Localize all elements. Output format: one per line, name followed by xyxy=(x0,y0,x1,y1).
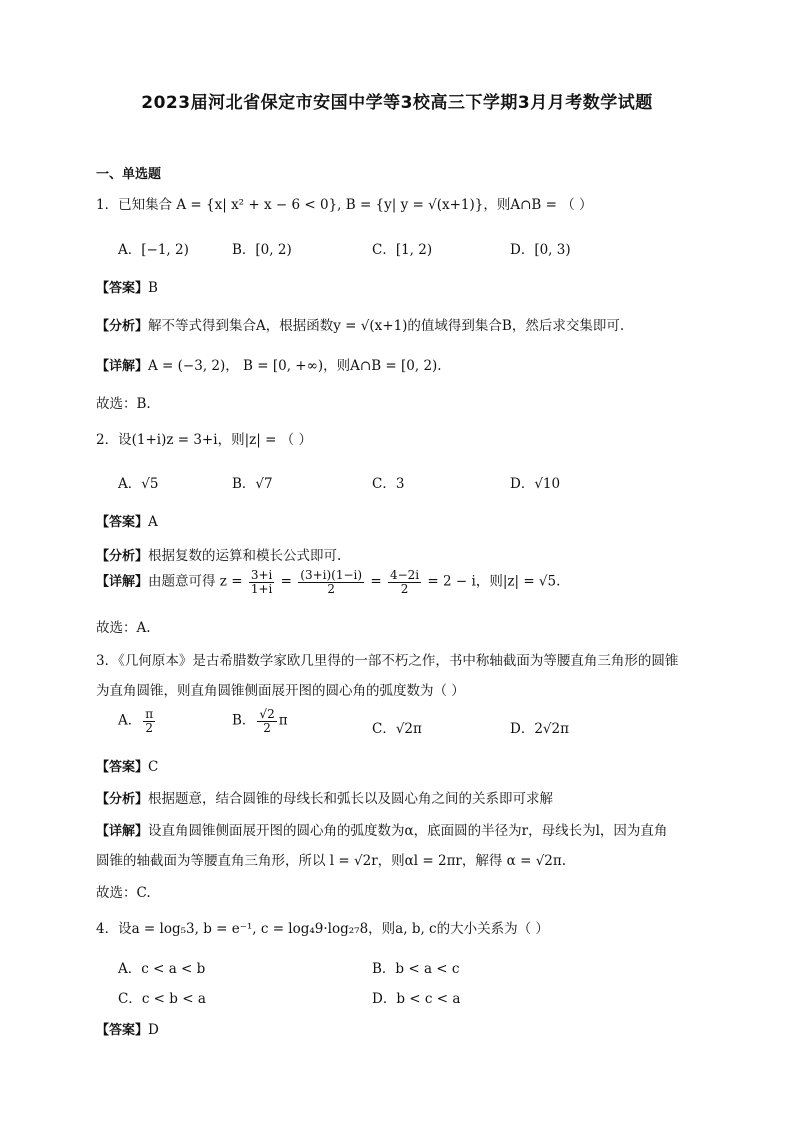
q3-option-c: C．√2π xyxy=(372,721,422,737)
q1-answer xyxy=(96,277,158,296)
analysis-text: 根据题意，结合圆锥的母线长和弧长以及圆心角之间的关系即可求解 xyxy=(148,791,554,807)
answer-tag: 【答案】 xyxy=(96,515,149,530)
option-a-den: 2 xyxy=(143,721,155,735)
page-title: 2023届河北省保定市安国中学等3校高三下学期3月月考数学试题 xyxy=(141,93,653,113)
q3-answer xyxy=(96,756,158,775)
answer-tag: 【答案】 xyxy=(96,1023,149,1038)
answer-value: B xyxy=(148,280,158,296)
fraction-2-num: (3+i)(1−i) xyxy=(300,568,363,582)
q4-answer xyxy=(96,1019,159,1038)
analysis-tag: 【分析】 xyxy=(96,792,149,807)
detail-tag: 【详解】 xyxy=(96,359,149,374)
option-b-num: √2 xyxy=(259,707,275,721)
detail-pre: 由题意可得 z = xyxy=(148,573,243,590)
option-b-fraction xyxy=(257,708,276,734)
fraction-2-den: 2 xyxy=(298,582,364,596)
section-heading: 一、单选题 xyxy=(96,167,162,182)
analysis-tag: 【分析】 xyxy=(96,549,149,564)
q4-option-d: D．b < c < a xyxy=(372,991,461,1007)
question-3-stem-line-1: 3．《几何原本》是古希腊数学家欧几里得的一部不朽之作，书中称轴截面为等腰直角三角形的圆锥 xyxy=(96,653,679,669)
fraction-3 xyxy=(388,569,421,595)
answer-tag: 【答案】 xyxy=(96,281,149,296)
q1-option-b: B．[0, 2) xyxy=(232,242,292,258)
q2-analysis xyxy=(96,544,341,564)
option-b-den: 2 xyxy=(257,721,276,735)
q2-option-c: C．3 xyxy=(372,476,405,492)
detail-tag: 【详解】 xyxy=(96,574,149,590)
fraction-2 xyxy=(298,569,364,595)
option-b-tail: π xyxy=(278,712,288,729)
detail-tag: 【详解】 xyxy=(96,824,149,839)
q3-detail-line-2: 圆锥的轴截面为等腰直角三角形，所以 l = √2r，则αl = 2πr，解得 α = √2π. xyxy=(96,853,567,869)
q1-option-c: C．[1, 2) xyxy=(372,242,433,258)
q2-option-b: B．√7 xyxy=(232,476,273,492)
question-4-stem: 4．设a = log₅3, b = e⁻¹, c = log₄9·log₂₇8，则a, b, c的大小关系为（ ） xyxy=(96,921,549,937)
option-label: B． xyxy=(232,712,256,729)
q3-option-b xyxy=(232,708,288,734)
question-3-stem-line-2: 为直角圆锥，则直角圆锥侧面展开图的圆心角的弧度数为（ ） xyxy=(96,683,465,699)
q2-answer xyxy=(96,511,158,530)
q1-analysis xyxy=(96,314,624,334)
option-a-fraction xyxy=(143,708,155,734)
q2-option-d: D．√10 xyxy=(510,476,561,492)
q3-option-a xyxy=(118,708,157,734)
fraction-1-den: 1+i xyxy=(250,581,273,596)
analysis-tag: 【分析】 xyxy=(96,319,149,334)
q4-option-c: C．c < b < a xyxy=(118,991,206,1007)
analysis-text: 根据复数的运算和模长公式即可. xyxy=(148,548,342,564)
q1-choice: 故选：B. xyxy=(96,396,151,412)
question-1-stem: 1．已知集合 A = {x| x² + x − 6 < 0}, B = {y| y = √(x+1)}，则A∩B = （ ） xyxy=(96,197,593,213)
q3-analysis xyxy=(96,787,553,807)
fraction-3-den: 2 xyxy=(388,582,421,596)
fraction-3-num: 4−2i xyxy=(389,568,420,582)
answer-value: C xyxy=(148,759,159,775)
fraction-1 xyxy=(249,569,275,595)
q2-detail: 【详解】由题意可得 z = $\frac{3+i}{1+i}$ = $\frac{(3+i)(1-i)}{2}$ = $\frac{4-2i}{2}$ = 2 − i，则|z| = √5. xyxy=(96,568,561,596)
q3-detail-line-1 xyxy=(96,819,667,839)
q1-option-d: D．[0, 3) xyxy=(510,242,571,258)
q1-option-a: A．[−1, 2) xyxy=(118,242,189,258)
q3-option-d: D．2√2π xyxy=(510,721,569,737)
fraction-1-num: 3+i xyxy=(250,568,273,582)
q2-choice: 故选：A. xyxy=(96,620,151,636)
detail-text: A = (−3, 2)， B = [0, +∞)，则A∩B = [0, 2). xyxy=(148,358,442,374)
q3-choice: 故选：C. xyxy=(96,885,151,901)
q2-option-a: A．√5 xyxy=(118,476,159,492)
option-label: A． xyxy=(118,712,142,729)
answer-value: D xyxy=(148,1022,159,1038)
q4-option-a: A．c < a < b xyxy=(118,961,206,977)
q1-detail xyxy=(96,354,442,374)
question-2-stem: 2．设(1+i)z = 3+i，则|z| = （ ） xyxy=(96,432,312,448)
answer-value: A xyxy=(148,514,158,530)
option-a-num: π xyxy=(145,707,154,721)
analysis-text: 解不等式得到集合A，根据函数y = √(x+1)的值域得到集合B，然后求交集即可. xyxy=(148,318,625,334)
q4-option-b: B．b < a < c xyxy=(372,961,460,977)
detail-post: = 2 − i，则|z| = √5. xyxy=(427,573,561,590)
answer-tag: 【答案】 xyxy=(96,760,149,775)
detail-text: 设直角圆锥侧面展开图的圆心角的弧度数为α，底面圆的半径为r，母线长为l，因为直角 xyxy=(148,823,668,839)
